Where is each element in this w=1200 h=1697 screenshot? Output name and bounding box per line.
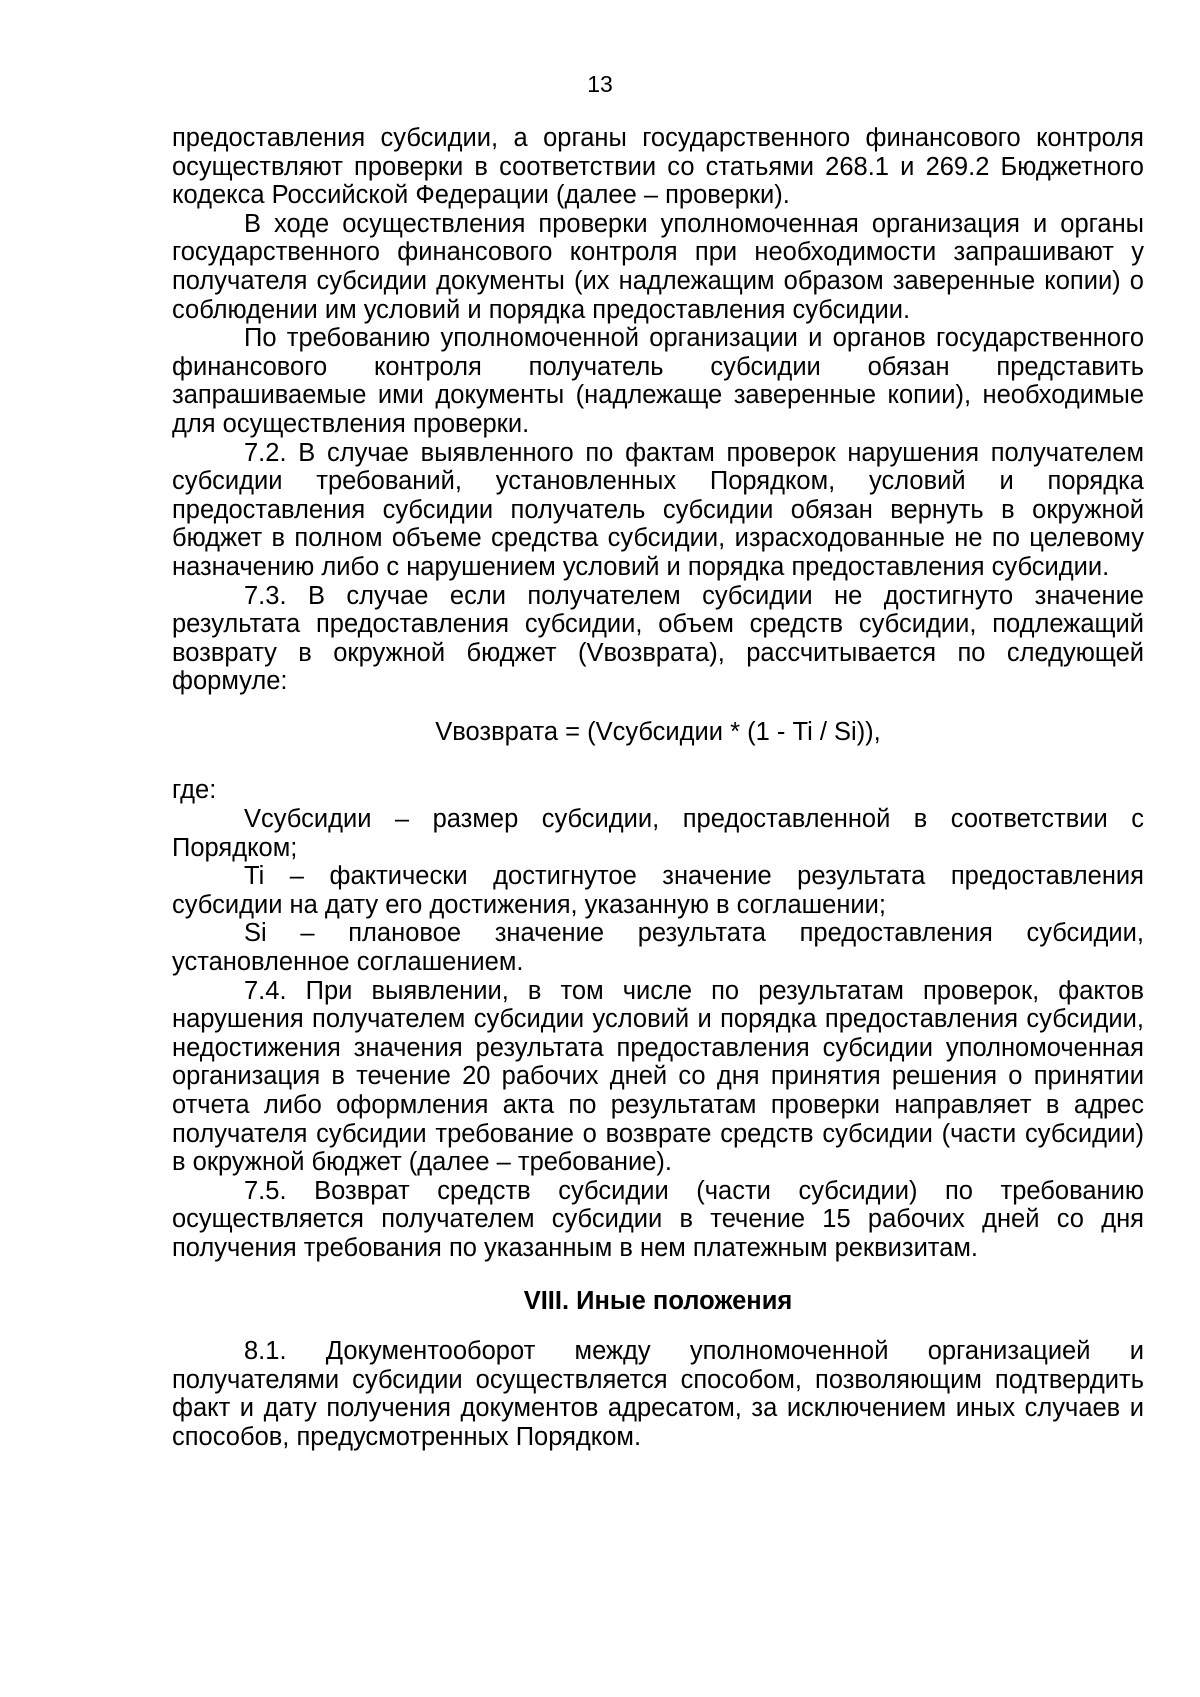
refund-formula: Vвозврата = (Vсубсидии * (1 - Ti / Si)), [435, 717, 881, 746]
paragraph-7-3: 7.3. В случае если получателем субсидии не достигнуто значение результата предоставления субсидии, объем средств субсидии, подлежащий возврату в окружной бюджет (Vвозврата), рассчитывается по следующей формуле: [172, 581, 1144, 696]
definition-si: Si – плановое значение результата предоставления субсидии, установленное соглашением. [172, 919, 1144, 977]
definition-ti: Ti – фактически достигнутое значение результата предоставления субсидии на дату его достижения, указанную в соглашении; [172, 862, 1144, 919]
paragraph-8-1: 8.1. Документооборот между уполномоченной организацией и получателями субсидии осуществляется способом, позволяющим подтвердить факт и дату получения документов адресатом, за исключением иных случаев и способов, предусмотренных Порядком. [172, 1337, 1144, 1451]
where-label: где: [172, 776, 217, 805]
paragraph-inspection-request: В ходе осуществления проверки уполномоченная организация и органы государственного финансового контроля при необходимости запрашивают у получателя субсидии документы (их надлежащим образом заверенные копии) о соблюдении им условий и порядка предоставления субсидии. [172, 209, 1144, 324]
paragraph-documents-obligation: По требованию уполномоченной организации и органов государственного финансового контроля получатель субсидии обязан представить запрашиваемые ими документы (надлежаще заверенные копии), необходимые для осуществления проверки. [172, 324, 1144, 438]
paragraph-7-4: 7.4. При выявлении, в том числе по результатам проверок, фактов нарушения получателем субсидии условий и порядка предоставления субсидии, недостижения значения результата предоставления субсидии уполномоченная организация в течение 20 рабочих дней со дня принятия решения о принятии отчета либо оформления акта по результатам проверки направляет в адрес получателя субсидии требование о возврате средств субсидии (части субсидии) в окружной бюджет (далее – требование). [172, 976, 1144, 1177]
section-heading: VIII. Иные положения [523, 1286, 793, 1315]
paragraph-7-2: 7.2. В случае выявленного по фактам проверок нарушения получателем субсидии требований, установленных Порядком, условий и порядка предоставления субсидии получатель субсидии обязан вернуть в окружной бюджет в полном объеме средства субсидии, израсходованные не по целевому назначению либо с нарушением условий и порядка предоставления субсидии. [172, 438, 1144, 581]
document-body [172, 124, 1144, 1452]
paragraph-7-5: 7.5. Возврат средств субсидии (части субсидии) по требованию осуществляется получателем субсидии в течение 15 рабочих дней со дня получения требования по указанным в нем платежным реквизитам. [172, 1176, 1144, 1262]
page-number: 13 [587, 71, 613, 97]
paragraph-continuation: предоставления субсидии, а органы государственного финансового контроля осуществляют проверки в соответствии со статьями 268.1 и 269.2 Бюджетного кодекса Российской Федерации (далее – проверки). [172, 124, 1144, 210]
definition-v-subsidy: Vсубсидии – размер субсидии, предоставленной в соответствии с Порядком; [172, 805, 1144, 862]
